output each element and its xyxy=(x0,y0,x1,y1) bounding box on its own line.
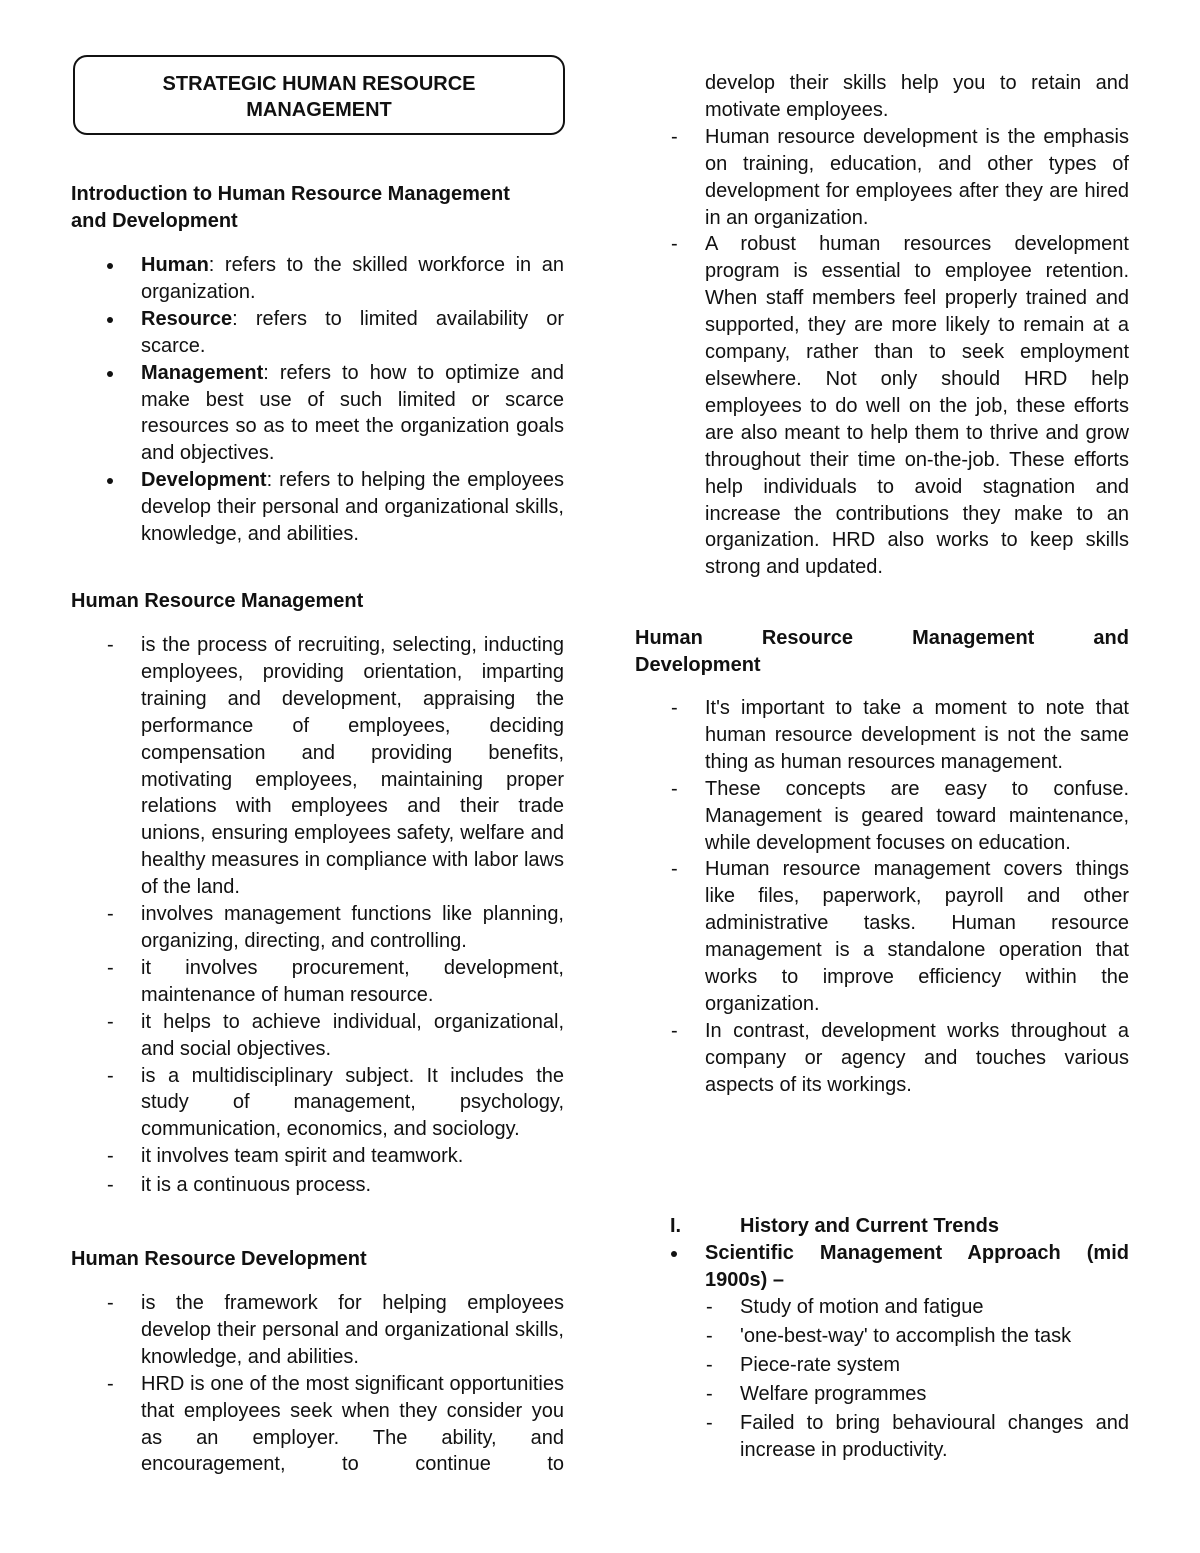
hrm-list xyxy=(71,632,564,1199)
list-item: - Human resource development is the emphasis on training, education, and other types of development for employees after they are hired in an organization. xyxy=(635,124,1129,232)
definition-text: : refers to how to optimize and make best use of such limited or scarce resources so as to meet the organization goals and objectives. xyxy=(141,361,564,465)
intro-heading-line2: and Development xyxy=(71,209,238,232)
definition-text: : refers to helping the employees develop their personal and organizational skills, knowledge, and abilities. xyxy=(141,469,564,546)
term-resource: Resource xyxy=(141,307,233,330)
hrmd-heading xyxy=(635,625,1129,679)
definition-development xyxy=(71,467,564,548)
list-item: - it helps to achieve individual, organizational, and social objectives. xyxy=(71,1009,564,1063)
list-item: - is the framework for helping employees develop their personal and organizational skills, knowledge, and abilities. xyxy=(71,1290,564,1371)
list-item: - involves management functions like planning, organizing, directing, and controlling. xyxy=(71,901,564,955)
definition-resource xyxy=(71,306,564,360)
list-item: - It's important to take a moment to note that human resource development is not the same thing as human resources management. xyxy=(635,695,1129,776)
list-item: - Human resource management covers things like files, paperwork, payroll and other administrative tasks. Human resource management is a standalone operation that works to improve efficiency within the organization. xyxy=(635,856,1129,1017)
list-item: - A robust human resources development program is essential to employee retention. When staff members feel properly trained and supported, they are more likely to remain at a company, rather than to seek employment elsewhere. Not only should HRD help employees to do well on the job, these efforts are also meant to help them to thrive and grow throughout their time on-the-job. These efforts help individuals to avoid stagnation and increase the contributions they make to an organization. HRD also works to keep skills strong and updated. xyxy=(635,231,1129,581)
list-item: - 'one-best-way' to accomplish the task xyxy=(635,1323,1129,1350)
hrd-list xyxy=(71,1290,564,1478)
document-title-line2: MANAGEMENT xyxy=(246,99,392,121)
section-numeral: I. xyxy=(670,1215,682,1237)
hrd-list-continued xyxy=(635,70,1129,581)
definition-text: : refers to the skilled workforce in an organization. xyxy=(141,254,564,303)
definition-text: : refers to limited availability or scarce. xyxy=(141,307,564,357)
history-detail-list xyxy=(635,1294,1129,1463)
continuation-text: develop their skills help you to retain and motivate employees. xyxy=(705,72,1129,121)
hrmd-heading-line1: Human Resource Management and xyxy=(635,627,1129,649)
list-item: - it involves procurement, development, maintenance of human resource. xyxy=(71,955,564,1009)
list-item: - is the process of recruiting, selecting, inducting employees, providing orientation, imparting training and development, appraising the performance of employees, deciding compensation and providing benefits, motivating employees, maintaining proper relations with employees and their trade unions, ensuring employees safety, welfare and healthy measures in compliance with labor laws of the land. xyxy=(71,632,564,901)
list-item: - Welfare programmes xyxy=(635,1381,1129,1408)
list-item: - HRD is one of the most significant opportunities that employees seek when they consider you as an employer. The ability, and encouragement, to continue to xyxy=(71,1371,564,1479)
hrm-heading: Human Resource Management xyxy=(71,590,364,612)
list-item: - Study of motion and fatigue xyxy=(635,1294,1129,1321)
list-item-continuation xyxy=(635,70,1129,124)
list-item: - it involves team spirit and teamwork. xyxy=(71,1143,564,1170)
history-heading-text: History and Current Trends xyxy=(740,1215,999,1237)
document-title-box xyxy=(73,55,565,135)
approach-text: Scientific Management Approach (mid 1900s) – xyxy=(705,1242,1129,1291)
definition-human xyxy=(71,252,564,306)
list-item: - In contrast, development works throughout a company or agency and touches various aspects of its workings. xyxy=(635,1018,1129,1099)
term-human: Human xyxy=(141,254,209,276)
list-item: - Failed to bring behavioural changes and increase in productivity. xyxy=(635,1410,1129,1464)
list-item: - it is a continuous process. xyxy=(71,1172,564,1199)
history-approach-list xyxy=(635,1240,1129,1294)
intro-definitions-list xyxy=(71,252,564,548)
hrmd-heading-line2: Development xyxy=(635,653,761,676)
list-item: - These concepts are easy to confuse. Management is geared toward maintenance, while development focuses on education. xyxy=(635,776,1129,857)
hrmd-list xyxy=(635,695,1129,1099)
intro-heading xyxy=(71,181,564,235)
list-item: - is a multidisciplinary subject. It includes the study of management, psychology, communication, economics, and sociology. xyxy=(71,1063,564,1144)
list-item: - Piece-rate system xyxy=(635,1352,1129,1379)
intro-heading-line1: Introduction to Human Resource Management xyxy=(71,183,510,205)
approach-item xyxy=(635,1240,1129,1294)
term-management: Management xyxy=(141,361,264,384)
term-development: Development xyxy=(141,469,267,492)
definition-management xyxy=(71,360,564,468)
document-title-line1: STRATEGIC HUMAN RESOURCE xyxy=(162,73,476,95)
history-heading xyxy=(635,1213,1129,1240)
hrd-heading: Human Resource Development xyxy=(71,1248,367,1270)
